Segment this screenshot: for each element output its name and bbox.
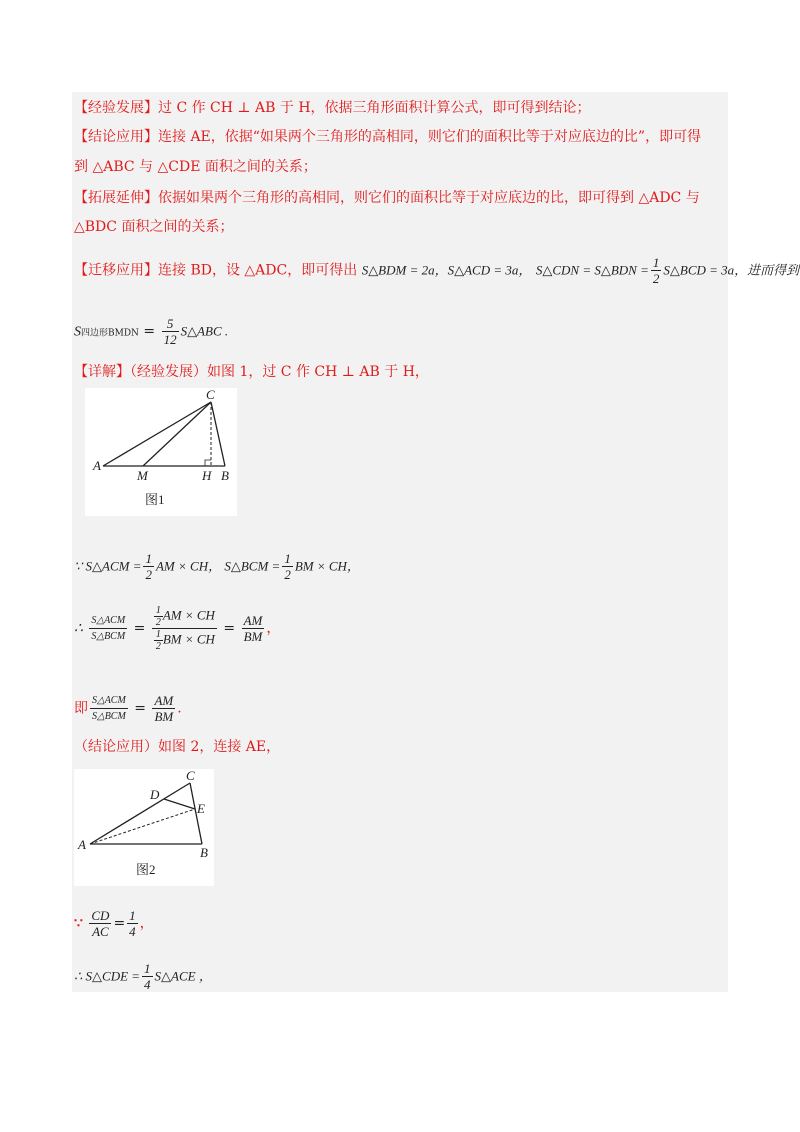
- segment-ac: [103, 402, 211, 466]
- line-conclusion-ratio: [74, 693, 182, 724]
- denominator: 4: [144, 977, 151, 992]
- denominator: 2: [145, 567, 152, 582]
- equals: =: [133, 620, 146, 637]
- formula: BM × CH，: [294, 558, 360, 574]
- section-label: 【迁移应用】: [74, 262, 158, 279]
- label-a: A: [93, 458, 101, 473]
- figure-1-diagram: [85, 388, 237, 516]
- line-conclusion-application: [74, 127, 701, 147]
- denominator: AC: [92, 924, 109, 939]
- line-3: 到 △ABC 与 △CDE 面积之间的关系；: [74, 159, 317, 175]
- denominator: 2: [155, 641, 161, 652]
- line-text: 连接 AE，依据“如果两个三角形的高相同，则它们的面积比等于对应底边的比”，即可得: [158, 129, 702, 145]
- equals: =: [223, 620, 236, 637]
- figure-1: [85, 388, 237, 516]
- fraction-quarter: [142, 961, 153, 992]
- fraction-half: [154, 629, 163, 652]
- numerator: S△ACM: [90, 693, 128, 709]
- label-a: A: [78, 837, 86, 852]
- denominator: BM: [154, 709, 174, 724]
- numerator: [152, 605, 217, 629]
- numerator: AM: [154, 693, 174, 708]
- formula: S△ACE ，: [154, 968, 212, 984]
- line-experience-development: [74, 98, 591, 118]
- line-text: 过 C 作 CH ⊥ AB 于 H，依据三角形面积计算公式，即可得到结论；: [158, 100, 591, 116]
- line-text: 连接 BD，设 △ADC，即可得出: [158, 262, 358, 279]
- fraction-am-bm: [152, 693, 175, 724]
- fraction-area-ratio: [90, 693, 128, 724]
- denominator: BM: [243, 629, 263, 644]
- segment-cb: [211, 402, 225, 466]
- numerator: 1: [155, 605, 161, 616]
- numerator: 1: [155, 629, 161, 640]
- line-quadrilateral-area: [74, 316, 228, 347]
- section-label: 【拓展延伸】: [74, 190, 158, 206]
- denominator: 4: [129, 924, 136, 939]
- numerator: 1: [129, 908, 136, 923]
- numerator: AM: [243, 613, 263, 628]
- formula: S△CDN = S△BDN =: [535, 262, 649, 278]
- label-b: B: [221, 468, 229, 483]
- line-extension: [74, 188, 700, 208]
- right-angle-mark: [205, 460, 211, 466]
- line-area-ratio: [74, 605, 280, 652]
- figure-2: [74, 769, 214, 886]
- line-conclusion-application-detail: （结论应用）如图 2，连接 AE，: [74, 739, 281, 755]
- fraction-half: [651, 255, 662, 286]
- numerator: 1: [652, 255, 660, 270]
- label-h: H: [202, 468, 212, 483]
- numerator: 1: [284, 551, 291, 566]
- section-label: 【经验发展】: [74, 100, 158, 116]
- figure-1-caption: 图1: [145, 492, 165, 507]
- subscript: 四边形BMDN: [81, 328, 139, 339]
- numerator: 1: [144, 961, 151, 976]
- segment-ae: [90, 809, 195, 844]
- figure-2-diagram: [74, 769, 214, 886]
- segment-mc: [143, 402, 211, 466]
- label-c: C: [206, 388, 215, 402]
- comma: ，: [139, 915, 154, 932]
- fraction-area-ratio: [89, 613, 127, 644]
- label-e: E: [197, 801, 205, 816]
- fraction-5-12: [162, 316, 179, 347]
- numerator-text: AM × CH: [162, 607, 215, 623]
- line-cd-ac-ratio: [74, 908, 154, 939]
- equals: =: [134, 700, 146, 717]
- line-text: （经验发展）如图 1，过 C 作 CH ⊥ AB 于 H，: [130, 364, 429, 380]
- label-b: B: [200, 845, 208, 860]
- symbol-s: S: [74, 324, 81, 340]
- segment-ac: [90, 783, 190, 844]
- line-cde-area: [74, 961, 212, 992]
- line-area-formulas: [74, 551, 360, 582]
- fraction-am-bm: [242, 613, 265, 644]
- line-text: 即: [74, 700, 88, 717]
- denominator: [152, 629, 217, 652]
- denominator: 2: [652, 271, 660, 286]
- fraction-quarter: [127, 908, 138, 939]
- fraction-half: [154, 605, 163, 628]
- comma: ，: [266, 620, 281, 637]
- formula: S△BCD = 3a，进而得到: [663, 262, 800, 278]
- label-c: C: [186, 769, 195, 783]
- denominator: 2: [155, 617, 161, 628]
- label-d: D: [150, 787, 160, 802]
- formula: AM × CH， S△BCM =: [155, 558, 281, 574]
- formula: ∴ S△CDE =: [74, 968, 141, 984]
- denominator: 12: [163, 332, 177, 347]
- section-label: 【结论应用】: [74, 129, 158, 145]
- section-label: 【详解】: [74, 364, 130, 380]
- denominator: 2: [284, 567, 291, 582]
- numerator: S△ACM: [89, 613, 127, 629]
- segment-de: [164, 799, 195, 809]
- formula: S△BDM = 2a，S△ACD = 3a，: [361, 262, 532, 278]
- fraction-half: [282, 551, 293, 582]
- figure-2-caption: 图2: [136, 862, 156, 877]
- line-transfer-application: [74, 255, 799, 286]
- denominator-text: BM × CH: [162, 631, 215, 647]
- fraction-half: [143, 551, 154, 582]
- label-m: M: [137, 468, 148, 483]
- period: .: [177, 700, 182, 717]
- formula: S△ABC .: [180, 323, 229, 339]
- fraction-compound: [152, 605, 217, 652]
- formula: ∵ S△ACM =: [74, 558, 142, 574]
- line-detail: [74, 362, 429, 382]
- denominator: S△BCM: [92, 711, 126, 722]
- fraction-cd-ac: [89, 908, 111, 939]
- equals: =: [113, 915, 126, 932]
- numerator: 5: [162, 316, 179, 332]
- denominator: S△BCM: [91, 631, 126, 642]
- line-text: 依据如果两个三角形的高相同，则它们的面积比等于对应底边的比，即可得到 △ADC 与: [158, 190, 700, 206]
- line-5: △BDC 面积之间的关系；: [74, 219, 234, 235]
- numerator: CD: [91, 908, 110, 923]
- numerator: 1: [145, 551, 152, 566]
- therefore-symbol: ∴: [74, 621, 83, 637]
- equals: =: [143, 323, 156, 340]
- because-symbol: ∵: [74, 915, 83, 932]
